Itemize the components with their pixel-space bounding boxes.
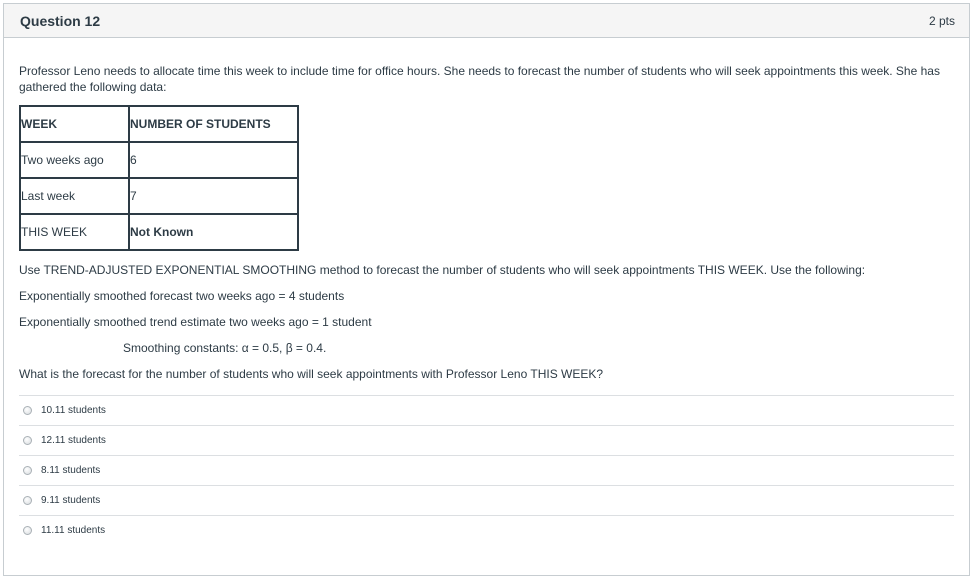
question-points: 2 pts bbox=[928, 13, 955, 28]
answer-label[interactable]: 12.11 students bbox=[41, 435, 106, 446]
radio-button[interactable] bbox=[23, 496, 32, 505]
question-title: Question 12 bbox=[20, 12, 101, 29]
instruction-text: Use TREND-ADJUSTED EXPONENTIAL SMOOTHING method to forecast the number of students who will seek appointments THIS WEEK. Use the following: bbox=[19, 263, 866, 277]
table-cell-students: 6 bbox=[129, 142, 298, 178]
answer-option[interactable] bbox=[19, 516, 954, 545]
table-header-row bbox=[20, 106, 298, 142]
smoothing-constants: Smoothing constants: α = 0.5, β = 0.4. bbox=[123, 341, 327, 355]
table-cell-week: Two weeks ago bbox=[20, 142, 129, 178]
table-row bbox=[20, 214, 298, 250]
answer-option[interactable] bbox=[19, 486, 954, 516]
table-header-week: WEEK bbox=[20, 106, 129, 142]
question-header bbox=[4, 4, 969, 38]
radio-button[interactable] bbox=[23, 466, 32, 475]
question-card bbox=[3, 3, 970, 576]
answer-label[interactable]: 8.11 students bbox=[41, 465, 101, 476]
table-row bbox=[20, 142, 298, 178]
answer-list bbox=[19, 395, 954, 545]
table-cell-students: 7 bbox=[129, 178, 298, 214]
given-trend: Exponentially smoothed trend estimate two weeks ago = 1 student bbox=[19, 315, 372, 329]
radio-button[interactable] bbox=[23, 406, 32, 415]
table-header-students: NUMBER OF STUDENTS bbox=[129, 106, 298, 142]
given-forecast: Exponentially smoothed forecast two weeks ago = 4 students bbox=[19, 289, 345, 303]
question-intro: Professor Leno needs to allocate time this week to include time for office hours. She needs to forecast the number of students who will seek appointments this week. She has gathered the following data: bbox=[19, 64, 940, 94]
answer-option[interactable] bbox=[19, 396, 954, 426]
answer-label[interactable]: 11.11 students bbox=[41, 525, 106, 536]
radio-button[interactable] bbox=[23, 436, 32, 445]
answer-option[interactable] bbox=[19, 426, 954, 456]
answer-label[interactable]: 10.11 students bbox=[41, 405, 106, 416]
table-cell-week: Last week bbox=[20, 178, 129, 214]
answer-label[interactable]: 9.11 students bbox=[41, 495, 101, 506]
data-table bbox=[19, 105, 299, 251]
table-cell-students: Not Known bbox=[129, 214, 298, 250]
radio-button[interactable] bbox=[23, 526, 32, 535]
question-prompt: What is the forecast for the number of students who will seek appointments with Professor Leno THIS WEEK? bbox=[19, 367, 604, 381]
question-body bbox=[4, 38, 969, 545]
table-row bbox=[20, 178, 298, 214]
table-cell-week: THIS WEEK bbox=[20, 214, 129, 250]
answer-option[interactable] bbox=[19, 456, 954, 486]
